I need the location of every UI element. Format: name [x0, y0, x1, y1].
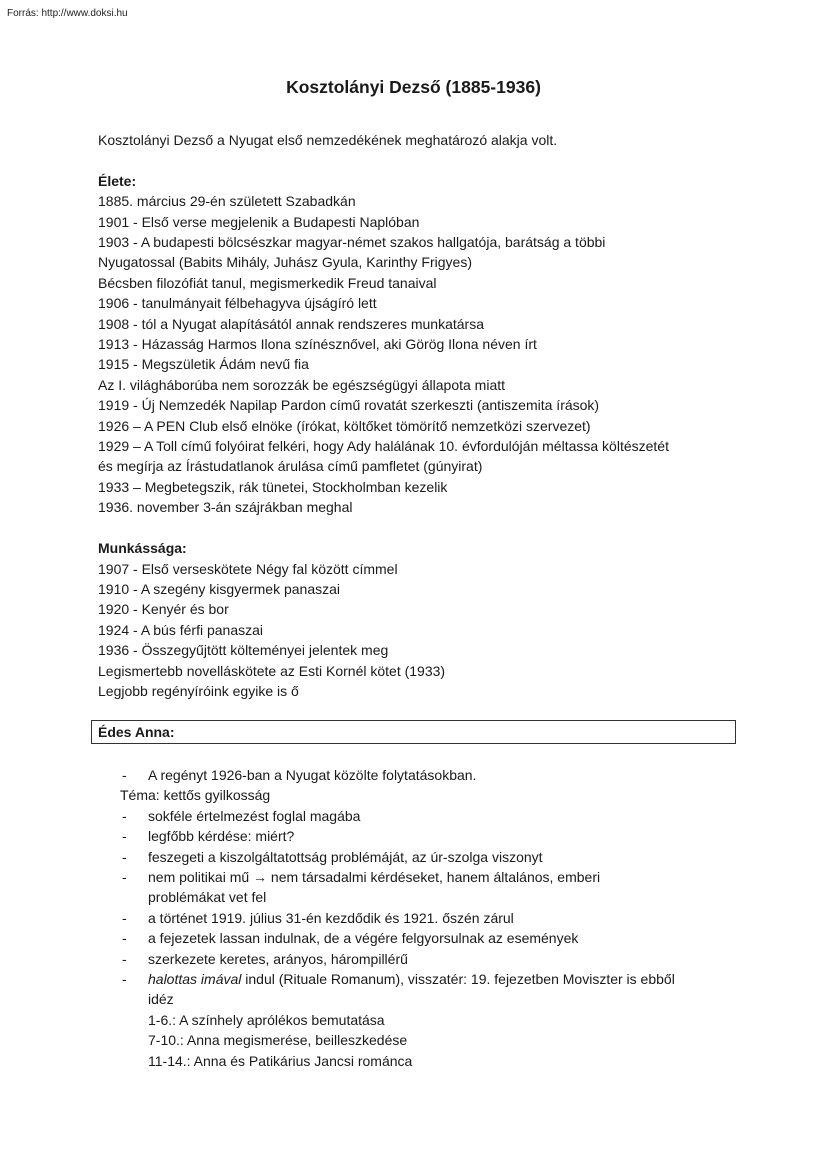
- dash-bullet: -: [122, 909, 127, 926]
- dash-bullet: -: [122, 869, 127, 886]
- dash-bullet: -: [122, 930, 127, 947]
- elete-line: 1903 - A budapesti bölcsészkar magyar-német szakos hallgatója, barátság a többi: [98, 234, 606, 251]
- tema-line: Téma: kettős gyilkosság: [120, 787, 271, 804]
- elete-line: Bécsben filozófiát tanul, megismerkedik Freud tanaival: [98, 274, 437, 291]
- elete-line: 1929 – A Toll című folyóirat felkéri, hogy Ady halálának 10. évfordulóján méltassa költészetét: [98, 438, 669, 455]
- intro-text: Kosztolányi Dezső a Nyugat első nemzedékének meghatározó alakja volt.: [98, 132, 558, 148]
- munkassaga-line: Legismertebb novelláskötete az Esti Kornél kötet (1933): [98, 662, 446, 679]
- elete-line: Az I. világháborúba nem sorozzák be egészségügyi állapota miatt: [98, 376, 506, 393]
- munkassaga-line: 1920 - Kenyér és bor: [98, 601, 229, 618]
- elete-line: 1906 - tanulmányait félbehagyva újságíró lett: [98, 295, 377, 312]
- dash-bullet: -: [122, 848, 127, 865]
- munkassaga-line: 1924 - A bús férfi panaszai: [98, 621, 263, 638]
- munkassaga-heading: Munkássága:: [98, 540, 187, 557]
- elete-line: 1919 - Új Nemzedék Napilap Pardon című rovatát szerkeszti (antiszemita írások): [98, 397, 600, 414]
- elete-line: 1915 - Megszületik Ádám nevű fia: [98, 356, 309, 373]
- source-note: Forrás: http://www.doksi.hu: [7, 8, 128, 19]
- list-item: [120, 826, 740, 846]
- list-item-text: a fejezetek lassan indulnak, de a végére felgyorsulnak az események: [148, 930, 579, 947]
- spacer: [98, 150, 748, 170]
- elete-line: 1936. november 3-án szájrákban meghal: [98, 499, 353, 516]
- list-item-text: sokféle értelmezést foglal magába: [148, 807, 361, 824]
- munkassaga-line: 1907 - Első verseskötete Négy fal között címmel: [98, 560, 398, 577]
- list-item: [120, 949, 740, 969]
- list-item-text: nem politikai mű → nem társadalmi kérdéseket, hanem általános, emberi: [148, 869, 601, 886]
- list-item: [120, 928, 740, 948]
- dash-bullet: -: [122, 971, 127, 988]
- dash-bullet: -: [122, 767, 127, 783]
- list-item: [120, 765, 740, 785]
- list-item-text: legfőbb kérdése: miért?: [148, 828, 295, 845]
- list-item: [120, 867, 740, 887]
- structure-line: 7-10.: Anna megismerése, beilleszkedése: [148, 1032, 408, 1049]
- structure-line: 1-6.: A színhely aprólékos bemutatása: [148, 1011, 385, 1028]
- dash-bullet: -: [122, 950, 127, 967]
- elete-line: 1901 - Első verse megjelenik a Budapesti Naplóban: [98, 213, 420, 230]
- list-item-continuation: idéz: [148, 991, 174, 1008]
- elete-heading: Élete:: [98, 172, 137, 189]
- dash-bullet: -: [122, 807, 127, 824]
- edes-anna-heading-box: [91, 720, 736, 744]
- structure-line: 11-14.: Anna és Patikárius Jancsi románca: [148, 1052, 413, 1069]
- list-item-continuation: problémákat vet fel: [148, 889, 267, 906]
- list-item: [120, 847, 740, 867]
- elete-line: 1885. március 29-én született Szabadkán: [98, 193, 356, 210]
- list-item-emphasis: halottas imával: [148, 971, 242, 988]
- list-item: [120, 806, 740, 826]
- list-item-text: szerkezete keretes, arányos, hárompillérű: [148, 950, 408, 967]
- list-item: [120, 908, 740, 928]
- dash-bullet: -: [122, 828, 127, 845]
- elete-line: 1908 - tól a Nyugat alapításától annak rendszeres munkatársa: [98, 315, 485, 332]
- elete-line: Nyugatossal (Babits Mihály, Juhász Gyula, Karinthy Frigyes): [98, 254, 472, 271]
- munkassaga-line: 1936 - Összegyűjtött költeményei jelentek meg: [98, 642, 389, 659]
- main-content: [98, 130, 748, 701]
- munkassaga-line: 1910 - A szegény kisgyermek panaszai: [98, 580, 341, 597]
- munkassaga-line: Legjobb regényíróink egyike is ő: [98, 682, 299, 699]
- list-item-text: A regényt 1926-ban a Nyugat közölte folytatásokban.: [148, 767, 477, 783]
- spacer: [98, 518, 748, 538]
- list-item-text: indul (Rituale Romanum), visszatér: 19. fejezetben Moviszter is ebből: [241, 971, 675, 988]
- list-item: [120, 969, 740, 989]
- page-title: Kosztolányi Dezső (1885-1936): [286, 77, 541, 97]
- elete-line: 1933 – Megbetegszik, rák tünetei, Stockholmban kezelik: [98, 478, 448, 495]
- list-item-text: a történet 1919. július 31-én kezdődik és 1921. őszén zárul: [148, 909, 514, 926]
- elete-line: 1926 – A PEN Club első elnöke (írókat, költőket tömörítő nemzetközi szervezet): [98, 417, 591, 434]
- list-item-text: feszegeti a kiszolgáltatottság problémáját, az úr-szolga viszonyt: [148, 848, 543, 865]
- elete-line: 1913 - Házasság Harmos Ilona színésznővel, aki Görög Ilona néven írt: [98, 336, 537, 353]
- edes-anna-list: [120, 765, 740, 1071]
- edes-anna-heading: Édes Anna:: [98, 724, 175, 740]
- elete-line: és megírja az Írástudatlanok árulása című pamfletet (gúnyirat): [98, 458, 483, 475]
